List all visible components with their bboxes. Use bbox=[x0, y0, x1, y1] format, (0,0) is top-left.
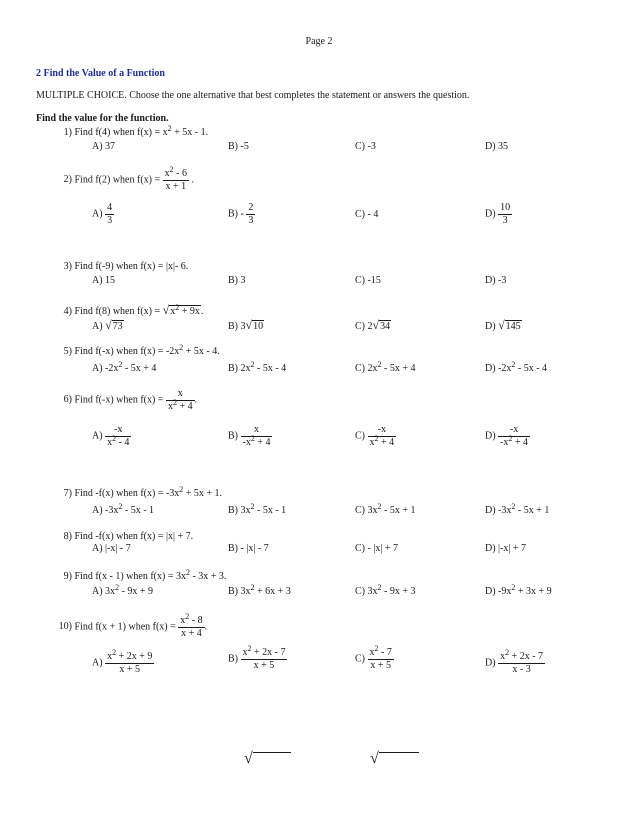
question-number: 10) bbox=[58, 621, 72, 633]
choice-d[interactable]: D) $-2x^2 - 5x - 4$ bbox=[485, 360, 548, 374]
question-number: 6) bbox=[63, 394, 72, 406]
question-number: 4) bbox=[63, 306, 72, 317]
question-text: Find f(8) when f(x) = bbox=[74, 306, 163, 317]
choice-a[interactable]: A) 15 bbox=[92, 275, 116, 286]
question-number: 9) bbox=[63, 571, 72, 582]
choice-a[interactable]: A) $\frac{4}{3}$ bbox=[92, 202, 113, 226]
question-4: 4) Find f(8) when $f(x) = √x^2 + 9x$. bbox=[52, 303, 203, 318]
question-text: Find f(x + 1) when f(x) = bbox=[74, 621, 179, 633]
choice-c[interactable]: C) $2x^2 - 5x + 4$ bbox=[355, 360, 416, 374]
question-2: 2) Find f(2) when f(x) = $\frac{x^2 - 6}{x + 1}$ . bbox=[52, 168, 194, 192]
choice-d[interactable]: D) $\frac{x^2 + 2x - 7}{x - 3}$ bbox=[485, 648, 544, 675]
question-text: Find f(2) when f(x) = bbox=[74, 174, 163, 186]
section-title: 2 Find the Value of a Function bbox=[36, 68, 165, 79]
choice-b[interactable]: B) -5 bbox=[228, 141, 249, 152]
question-number: 1) bbox=[63, 127, 72, 138]
question-5 bbox=[52, 343, 220, 357]
choice-c[interactable]: C) 2√34 bbox=[355, 318, 391, 332]
subheading: Find the value for the function. bbox=[36, 113, 169, 124]
question-number: 7) bbox=[63, 488, 72, 499]
choice-a[interactable]: A) 37 bbox=[92, 141, 116, 152]
choice-c[interactable]: C) -3 bbox=[355, 141, 376, 152]
choice-b[interactable]: B) $\frac{x^2 + 2x - 7}{x + 5}$ bbox=[228, 644, 286, 671]
page-number: Page 2 bbox=[305, 36, 333, 47]
choice-d[interactable]: D) √145 bbox=[485, 318, 521, 332]
radical-sign: √ bbox=[162, 303, 170, 317]
question-text: Find f(-x) when f(x) = bbox=[74, 394, 166, 406]
question-10: 10) Find f(x + 1) when f(x) = $\frac{x^2 - 8}{x + 4}$ . bbox=[52, 615, 207, 639]
choice-a[interactable]: A) √73 bbox=[92, 318, 123, 332]
choice-a[interactable]: A) $3x^2 - 9x + 9$ bbox=[92, 583, 154, 597]
choice-a[interactable]: A) $\frac{x^2 + 2x + 9}{x + 5}$ bbox=[92, 648, 153, 675]
choice-b[interactable]: B) - $\frac{2}{3}$ bbox=[228, 202, 254, 226]
choice-b[interactable]: B) - |x| - 7 bbox=[228, 543, 269, 554]
choice-a[interactable]: A) $-3x^2 - 5x - 1$ bbox=[92, 502, 155, 516]
choice-c[interactable]: C) $\frac{-x}{x^2 + 4}$ bbox=[355, 424, 395, 448]
fraction: $\frac{x}{x^2 + 4}$ bbox=[167, 388, 193, 412]
fraction: $\frac{x^2 - 6}{x + 1}$ bbox=[164, 165, 187, 192]
question-text: Find -f(x) when $f(x) = -3x^2 + 5x + 1$. bbox=[74, 485, 223, 499]
radicand: $x^2 + 9x$ bbox=[170, 303, 200, 317]
choice-d[interactable]: D) 35 bbox=[485, 141, 509, 152]
choice-a[interactable]: A) $\frac{-x}{x^2 - 4}$ bbox=[92, 424, 130, 448]
choice-a[interactable]: A) $-2x^2 - 5x + 4$ bbox=[92, 360, 157, 374]
choice-b[interactable]: B) $2x^2 - 5x - 4$ bbox=[228, 360, 287, 374]
question-text: Find f(-x) when $f(x) = -2x^2 + 5x - 4$. bbox=[74, 343, 220, 357]
question-number: 5) bbox=[63, 346, 72, 357]
choice-d[interactable]: D) $\frac{10}{3}$ bbox=[485, 202, 511, 226]
choice-a[interactable]: A) |-x| - 7 bbox=[92, 543, 131, 554]
choice-c[interactable]: C) $3x^2 - 9x + 3$ bbox=[355, 583, 416, 597]
choice-d[interactable]: D) -3 bbox=[485, 275, 507, 286]
choice-d[interactable]: D) |-x| + 7 bbox=[485, 543, 527, 554]
choice-c[interactable]: C) - |x| + 7 bbox=[355, 543, 398, 554]
choice-c[interactable]: C) -15 bbox=[355, 275, 381, 286]
choice-c[interactable]: C) $\frac{x^2 - 7}{x + 5}$ bbox=[355, 644, 392, 671]
question-text: Find f(-9) when f(x) = |x|- 6. bbox=[74, 261, 189, 272]
choice-d[interactable]: D) $\frac{-x}{-x^2 + 4}$ bbox=[485, 424, 529, 448]
choice-d[interactable]: D) $-3x^2 - 5x + 1$ bbox=[485, 502, 550, 516]
question-7 bbox=[52, 485, 223, 499]
choice-b[interactable]: B) $3x^2 - 5x - 1$ bbox=[228, 502, 287, 516]
choice-c[interactable]: C) $3x^2 - 5x + 1$ bbox=[355, 502, 416, 516]
question-number: 8) bbox=[63, 531, 72, 542]
question-text: Find -f(x) when f(x) = |x| + 7. bbox=[74, 531, 194, 542]
question-3 bbox=[52, 261, 188, 272]
question-text: Find f(x - 1) when $f(x) = 3x^2 - 3x + 3$. bbox=[74, 568, 227, 582]
question-text: Find f(4) when $f(x) = x^2 + 5x - 1$. bbox=[74, 124, 209, 138]
choice-b[interactable]: B) $3x^2 + 6x + 3$ bbox=[228, 583, 291, 597]
choice-b[interactable]: B) 3√10 bbox=[228, 318, 264, 332]
question-1 bbox=[52, 124, 209, 138]
question-6: 6) Find f(-x) when f(x) = $\frac{x}{x^2 + 4}$ . bbox=[52, 388, 197, 412]
question-8 bbox=[52, 531, 193, 542]
instructions: MULTIPLE CHOICE. Choose the one alternative that best completes the statement or answers the question. bbox=[36, 90, 470, 101]
choice-b[interactable]: B) 3 bbox=[228, 275, 246, 286]
question-number: 2) bbox=[63, 174, 72, 186]
fraction: $\frac{x^2 - 8}{x + 4}$ bbox=[180, 612, 203, 639]
choice-c[interactable]: C) - 4 bbox=[355, 209, 379, 220]
question-9 bbox=[52, 568, 227, 582]
question-number: 3) bbox=[63, 261, 72, 272]
choice-d[interactable]: D) $-9x^2 + 3x + 9$ bbox=[485, 583, 552, 597]
choice-b[interactable]: B) $\frac{x}{-x^2 + 4}$ bbox=[228, 424, 271, 448]
